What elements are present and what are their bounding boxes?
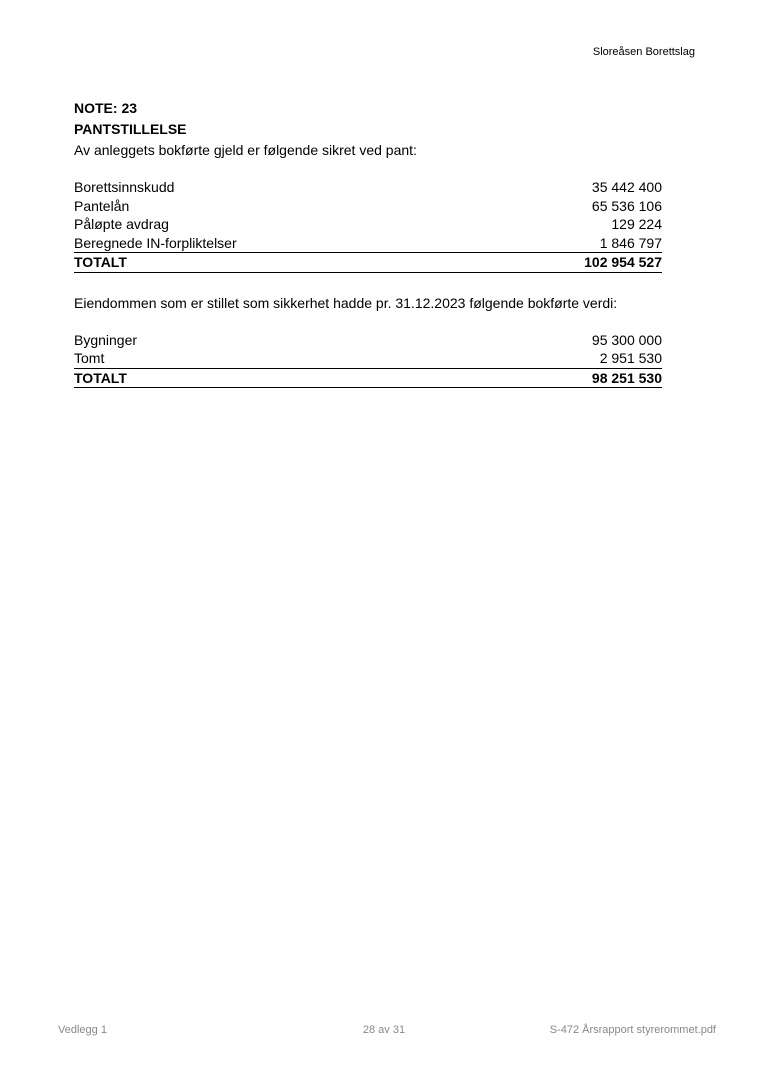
table-row xyxy=(74,234,662,253)
total-value: 98 251 530 xyxy=(352,368,662,388)
row-value: 35 442 400 xyxy=(591,179,662,195)
table-row xyxy=(74,349,662,368)
row-value: 129 224 xyxy=(611,216,662,232)
note-section xyxy=(74,98,662,388)
note-number: NOTE: 23 xyxy=(74,100,138,116)
footer-filename: S-472 Årsrapport styrerommet.pdf xyxy=(549,1024,716,1036)
row-label: Borettsinnskudd xyxy=(74,179,175,195)
table-row xyxy=(74,178,662,197)
row-value: 65 536 106 xyxy=(591,197,662,214)
row-label: Tomt xyxy=(74,349,352,368)
property-intro: Eiendommen som er stillet som sikkerhet hadde pr. 31.12.2023 følgende bokførte verdi: xyxy=(74,294,618,311)
property-value-table xyxy=(74,331,662,389)
table-row xyxy=(74,215,662,234)
row-label: Beregnede IN-forpliktelser xyxy=(74,234,472,253)
footer-attachment: Vedlegg 1 xyxy=(58,1024,107,1036)
row-label: Bygninger xyxy=(74,331,138,348)
row-value: 2 951 530 xyxy=(352,349,662,368)
table-row xyxy=(74,331,662,350)
row-label: Pantelån xyxy=(74,197,130,214)
secured-debt-table xyxy=(74,178,662,273)
debt-intro: Av anleggets bokførte gjeld er følgende sikret ved pant: xyxy=(74,142,417,158)
footer-page-number: 28 av 31 xyxy=(362,1024,406,1036)
table-row xyxy=(74,197,662,216)
note-title: PANTSTILLELSE xyxy=(74,121,187,137)
row-label: Påløpte avdrag xyxy=(74,216,169,232)
row-value: 95 300 000 xyxy=(591,331,662,348)
total-value: 102 954 527 xyxy=(472,253,662,273)
total-row xyxy=(74,253,662,273)
total-label: TOTALT xyxy=(74,253,472,273)
total-row xyxy=(74,368,662,388)
row-value: 1 846 797 xyxy=(472,234,662,253)
organization-name: Sloreåsen Borettslag xyxy=(592,46,695,58)
total-label: TOTALT xyxy=(74,368,352,388)
